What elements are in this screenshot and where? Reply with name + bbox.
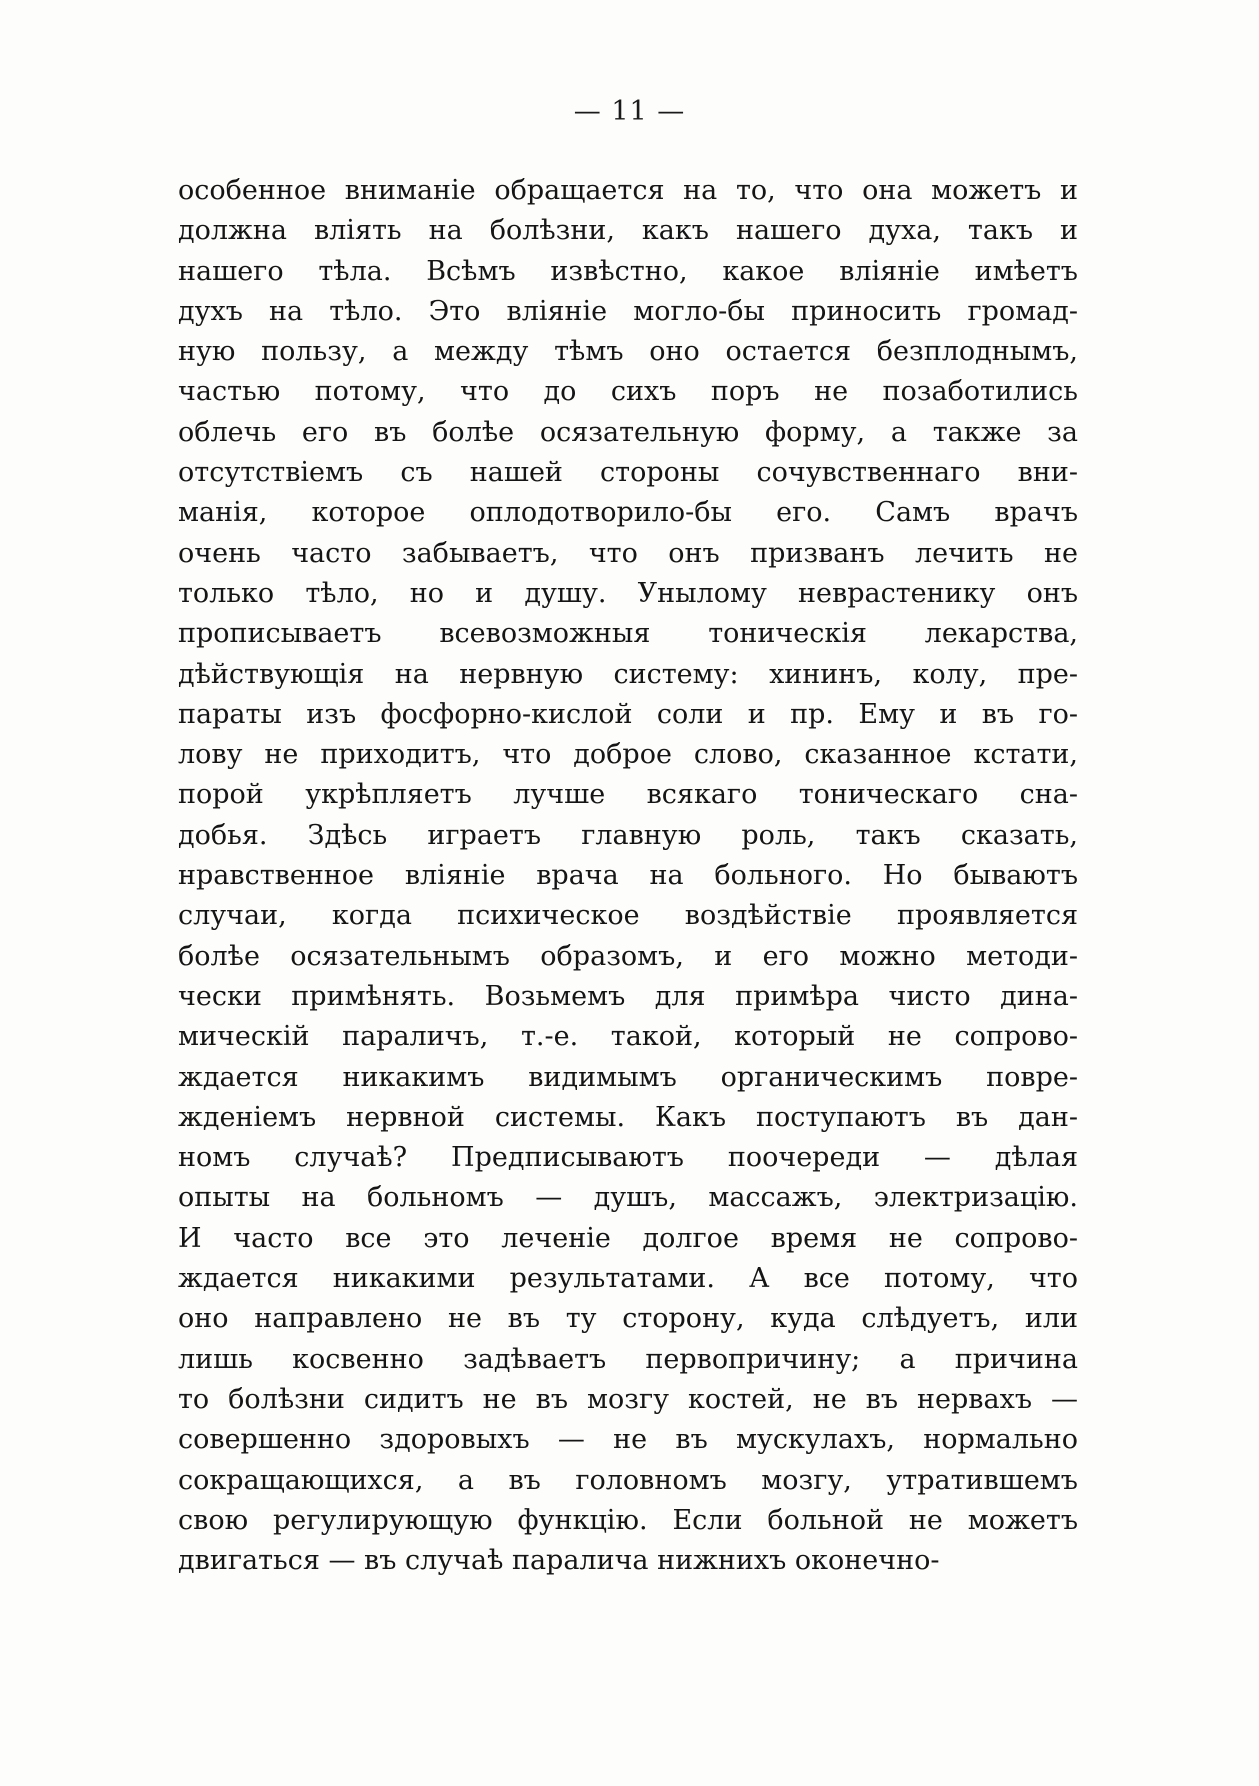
text-line: то болѣзни сидитъ не въ мозгу костей, не въ нервахъ — <box>178 1383 1078 1415</box>
text-line: духъ на тѣло. Это влiянiе могло-бы приносить громад- <box>178 295 1078 327</box>
text-line: лишь косвенно задѣваетъ первопричину; а причина <box>178 1343 1078 1375</box>
text-line: двигаться — въ случаѣ паралича нижнихъ оконечно- <box>178 1545 940 1577</box>
text-line: ную пользу, а между тѣмъ оно остается безплоднымъ, <box>178 336 1078 368</box>
text-line: опыты на больномъ — душъ, массажъ, электризацiю. <box>178 1182 1078 1214</box>
text-line: частью потому, что до сихъ поръ не позаботились <box>178 376 1078 408</box>
text-line: совершенно здоровыхъ — не въ мускулахъ, нормально <box>178 1424 1078 1456</box>
text-line: нравственное влiянiе врача на больного. Но бываютъ <box>178 860 1078 892</box>
text-line: случаи, когда психическое воздѣйствiе проявляется <box>178 900 1078 932</box>
text-line: дѣйствующiя на нервную систему: хининъ, колу, пре- <box>178 658 1078 690</box>
text-line: мическiй параличъ, т.-е. такой, который не сопрово- <box>178 1021 1078 1053</box>
body-text <box>178 171 1078 1581</box>
text-line: порой укрѣпляетъ лучше всякаго тоническаго сна- <box>178 779 1078 811</box>
text-line: номъ случаѣ? Предписываютъ поочереди — дѣлая <box>178 1142 1078 1174</box>
text-line: жденiемъ нервной системы. Какъ поступаютъ въ дан- <box>178 1101 1078 1133</box>
text-line: только тѣло, но и душу. Унылому неврастенику онъ <box>178 577 1078 609</box>
text-line: И часто все это леченiе долгое время не сопрово- <box>178 1222 1078 1254</box>
text-line: прописываетъ всевозможныя тоническiя лекарства, <box>178 618 1078 650</box>
text-line: облечь его въ болѣе осязательную форму, а также за <box>178 416 1078 448</box>
text-line: свою регулирующую функцiю. Если больной не можетъ <box>178 1504 1078 1536</box>
text-line: очень часто забываетъ, что онъ призванъ лечить не <box>178 537 1078 569</box>
text-line: особенное вниманіе обращается на то, что она можетъ и <box>178 175 1078 206</box>
text-line: добья. Здѣсь играетъ главную роль, такъ сказать, <box>178 819 1078 851</box>
text-line: болѣе осязательнымъ образомъ, и его можно методи- <box>178 940 1078 972</box>
text-line: сокращающихся, а въ головномъ мозгу, утратившемъ <box>178 1464 1078 1496</box>
text-line: манiя, которое оплодотворило-бы его. Самъ врачъ <box>178 497 1078 529</box>
page-number: — 11 — <box>573 96 686 127</box>
text-line: отсутствiемъ съ нашей стороны сочувственнаго вни- <box>178 457 1078 489</box>
text-line: должна влiять на болѣзни, какъ нашего духа, такъ и <box>178 215 1078 247</box>
text-line: ждается никакими результатами. А все потому, что <box>178 1263 1078 1295</box>
text-line: лову не приходитъ, что доброе слово, сказанное кстати, <box>178 739 1078 771</box>
text-line: ждается никакимъ видимымъ органическимъ повре- <box>178 1061 1078 1093</box>
text-line: параты изъ фосфорно-кислой соли и пр. Ему и въ го- <box>178 698 1078 730</box>
text-line: чески примѣнять. Возьмемъ для примѣра чисто дина- <box>178 980 1078 1012</box>
text-line: оно направлено не въ ту сторону, куда слѣдуетъ, или <box>178 1303 1078 1335</box>
text-line: нашего тѣла. Всѣмъ извѣстно, какое влiянiе имѣетъ <box>178 255 1078 287</box>
